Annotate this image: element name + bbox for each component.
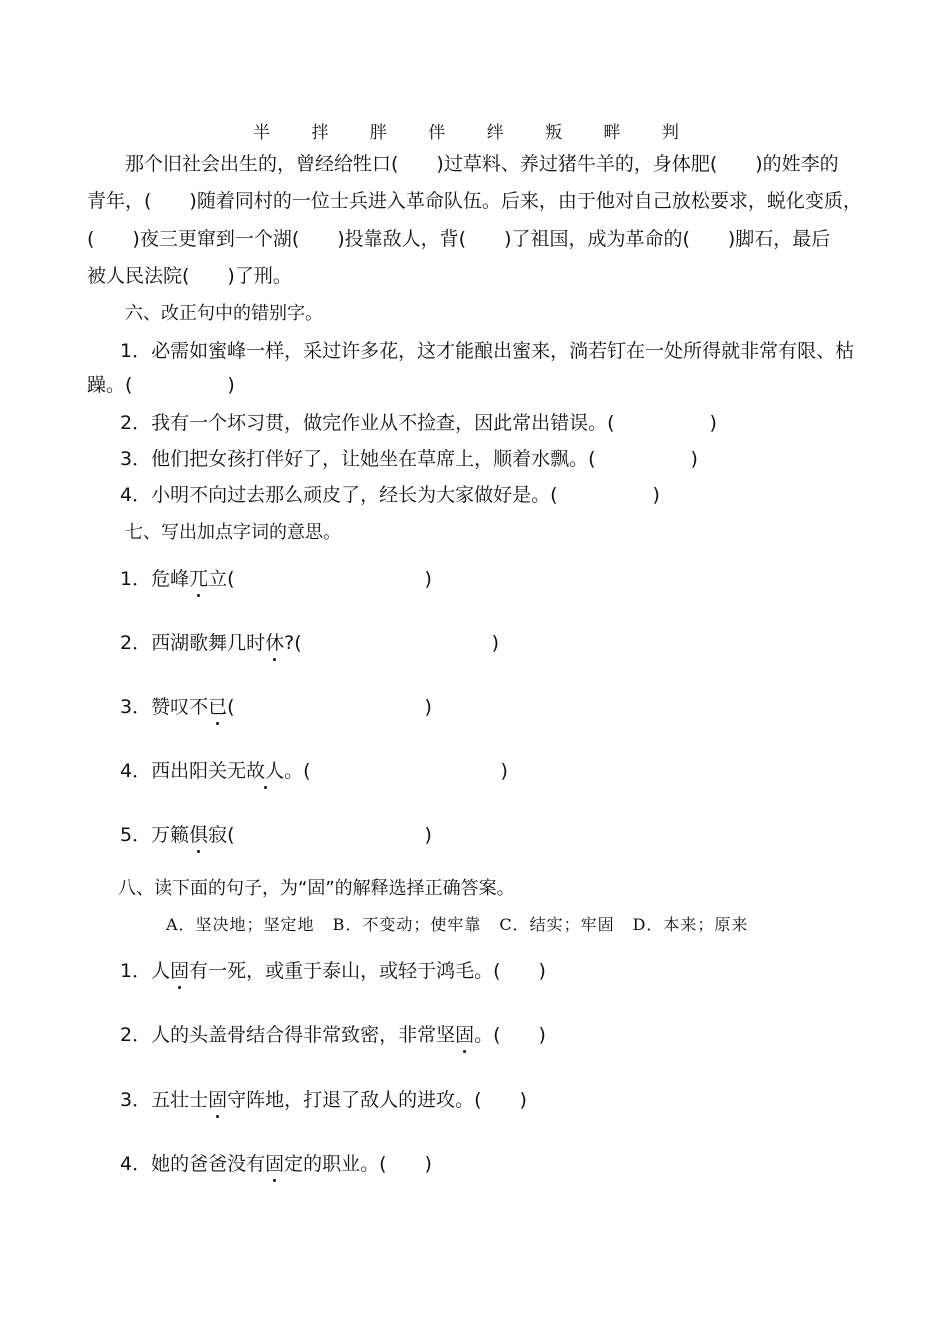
item-text: 2．西湖歌舞几时 xyxy=(120,632,266,654)
passage-line: ( )夜三更窜到一个湖( )投靠敌人，背( )了祖国，成为革命的( )脚石，最后 xyxy=(87,228,831,250)
section8-item xyxy=(120,1022,546,1048)
section6-title: 六、改正句中的错别字。 xyxy=(125,303,323,324)
item-text: 立( ) xyxy=(208,568,432,590)
item-text: ?( ) xyxy=(284,632,500,654)
section7-title: 七、写出加点字词的意思。 xyxy=(125,522,341,543)
dotted-char: 故人 xyxy=(246,760,285,782)
item-text: 4．她的爸爸没有 xyxy=(120,1153,266,1175)
section6-item: 1．必需如蜜峰一样，采过许多花，这才能酿出蜜来，淌若钉在一处所得就非常有限、枯 xyxy=(120,340,855,362)
dotted-char: 休 xyxy=(265,632,285,654)
dotted-char: 固 xyxy=(265,1153,285,1175)
dotted-char: 固 xyxy=(455,1024,475,1046)
item-text: 3．五壮士 xyxy=(120,1089,209,1111)
option-b: B．不变动；使牢靠 xyxy=(332,915,482,934)
section6-item: 2．我有一个坏习贯，做完作业从不捡查，因此常出错误。( ) xyxy=(120,412,717,434)
section7-item xyxy=(120,566,432,592)
passage-line: 青年，( )随着同村的一位士兵进入革命队伍。后来，由于他对自己放松要求，蜕化变质， xyxy=(87,190,862,212)
section8-title: 八、读下面的句子，为“固”的解释选择正确答案。 xyxy=(118,878,515,899)
section6-item: 躁。( ) xyxy=(87,374,235,396)
option-c: C．结实；牢固 xyxy=(499,915,615,934)
section6-item: 4．小明不向过去那么顽皮了，经长为大家做好是。( ) xyxy=(120,484,660,506)
item-text: 5．万籁 xyxy=(120,824,190,846)
item-text: 4．西出阳关无 xyxy=(120,760,247,782)
item-text: 守阵地，打退了敌人的进攻。( ) xyxy=(227,1089,527,1111)
section6-item: 3．他们把女孩打伴好了，让她坐在草席上，顺着水飘。( ) xyxy=(120,448,698,470)
option-d: D．本来；原来 xyxy=(632,915,749,934)
dotted-char: 已 xyxy=(208,696,228,718)
section7-item xyxy=(120,630,499,656)
dotted-char: 固 xyxy=(170,960,190,982)
option-a: A．坚决地；坚定地 xyxy=(166,915,315,934)
option-list xyxy=(166,912,766,938)
item-text: 寂( ) xyxy=(208,824,432,846)
item-text: 。( ) xyxy=(284,760,508,782)
section7-item xyxy=(120,758,508,784)
item-text: 1．人 xyxy=(120,960,171,982)
item-text: 3．赞叹不 xyxy=(120,696,209,718)
passage-line: 被人民法院( )了刑。 xyxy=(87,265,292,287)
section8-item xyxy=(120,1151,432,1177)
passage-line: 那个旧社会出生的，曾经给牲口( )过草料、养过猪牛羊的，身体肥( )的姓李的 xyxy=(125,153,839,175)
item-text: 2．人的头盖骨结合得非常致密，非常坚 xyxy=(120,1024,456,1046)
item-text: ( ) xyxy=(227,696,432,718)
item-text: 1．危峰 xyxy=(120,568,190,590)
section8-item xyxy=(120,1087,527,1113)
section7-item xyxy=(120,822,432,848)
item-text: 定的职业。( ) xyxy=(284,1153,432,1175)
dotted-char: 俱 xyxy=(189,824,209,846)
item-text: 有一死，或重于泰山，或轻于鸿毛。( ) xyxy=(189,960,546,982)
character-list: 半 拌 胖 伴 绊 叛 畔 判 xyxy=(253,123,697,143)
dotted-char: 兀 xyxy=(189,568,209,590)
section8-item xyxy=(120,958,546,984)
section7-item xyxy=(120,694,432,720)
dotted-char: 固 xyxy=(208,1089,228,1111)
item-text: 。( ) xyxy=(474,1024,546,1046)
